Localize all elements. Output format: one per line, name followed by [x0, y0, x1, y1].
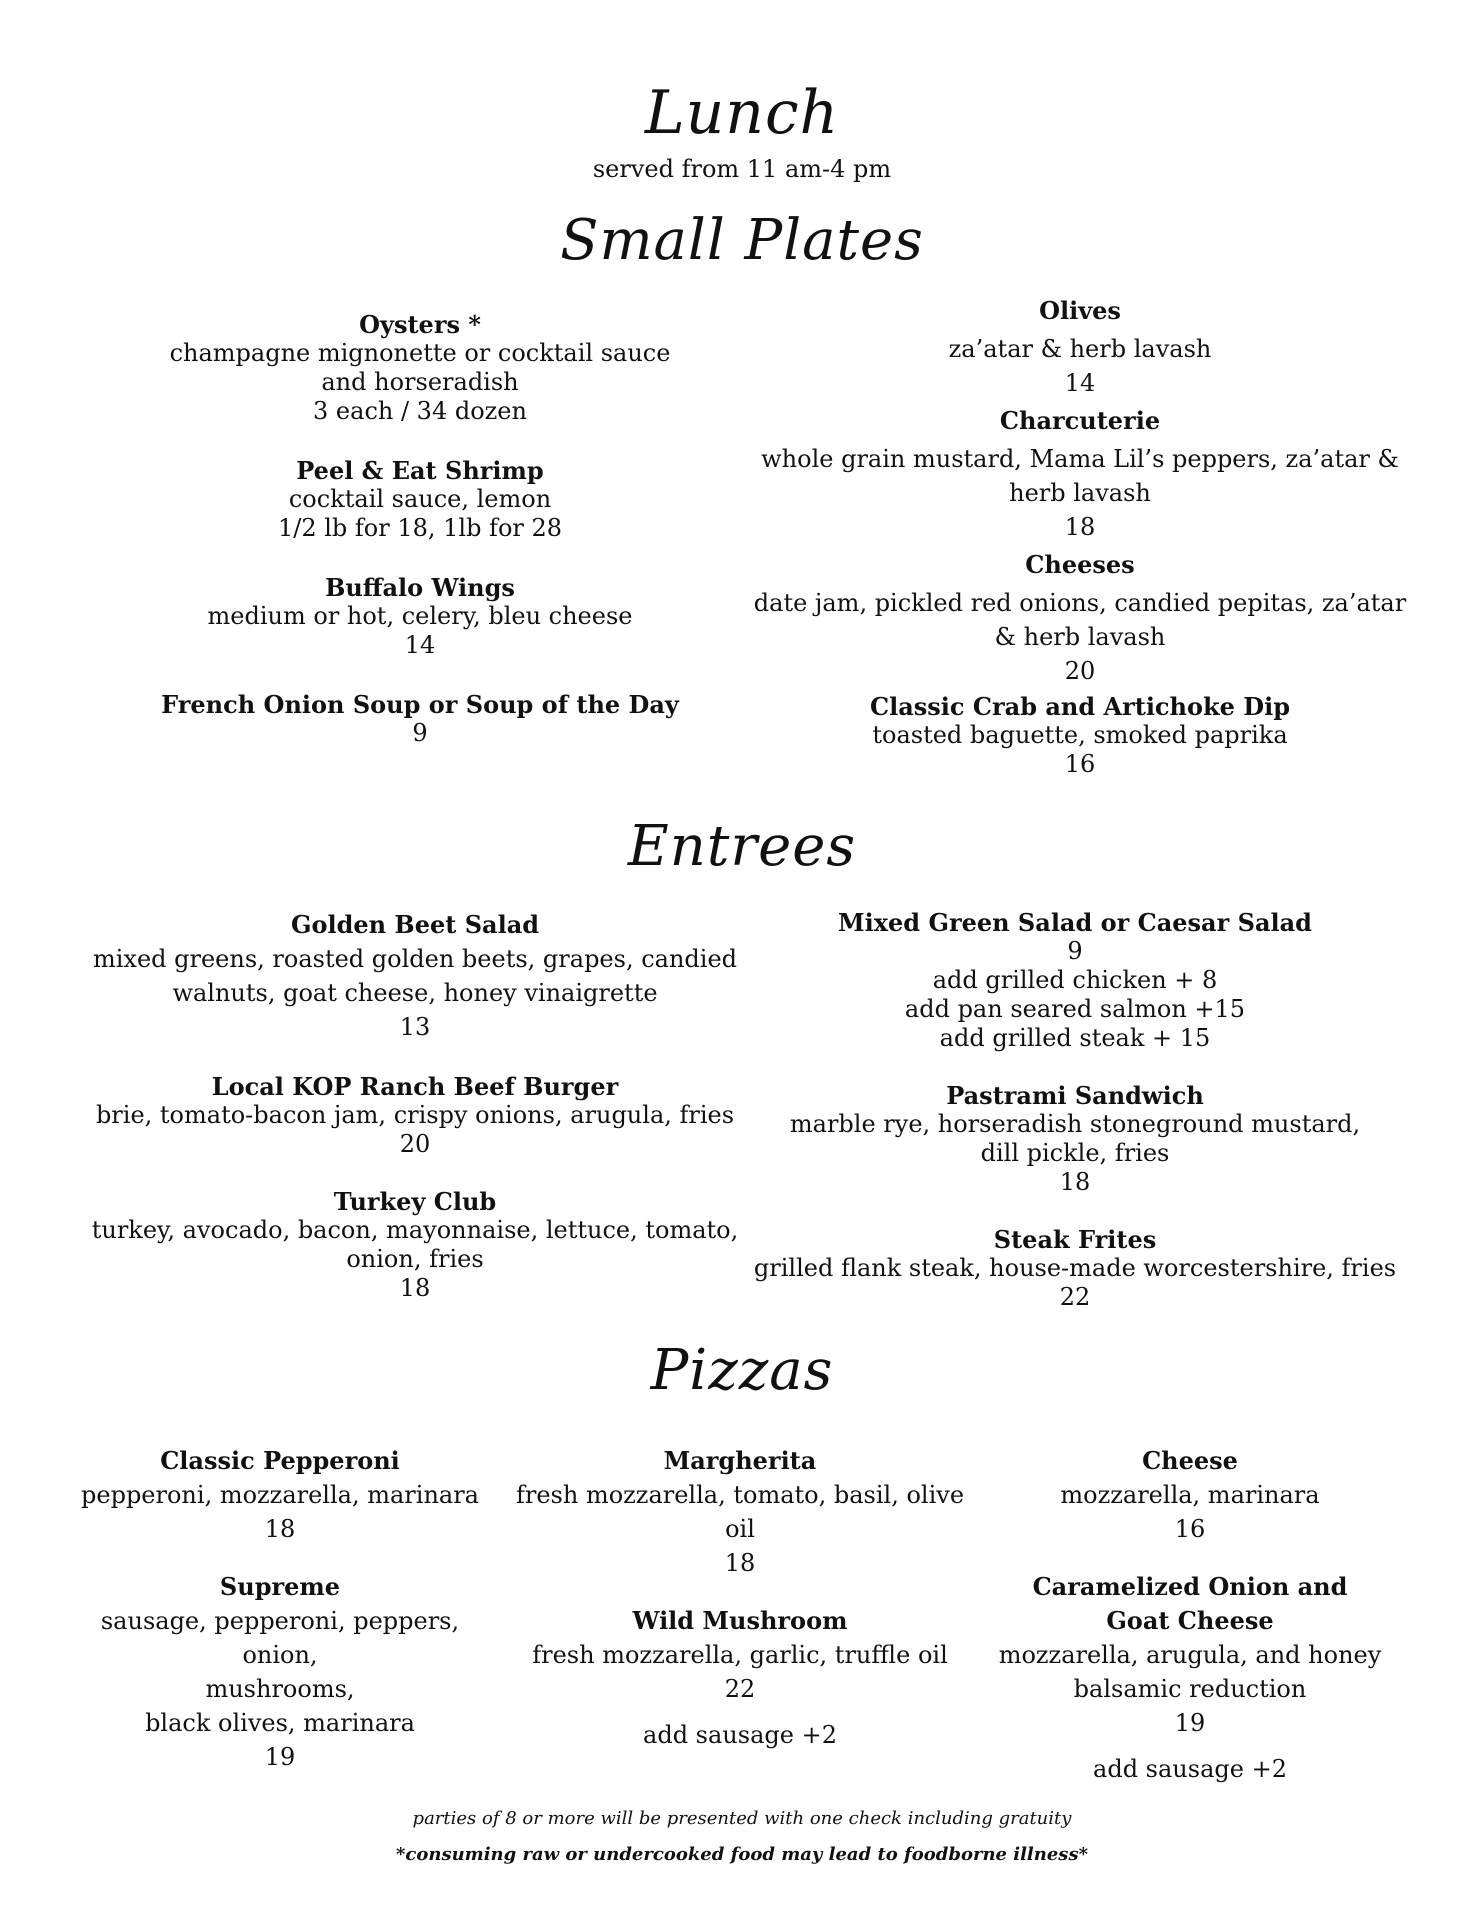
item-addon: add grilled chicken + 8: [932, 966, 1218, 994]
item-name: Supreme: [219, 1572, 341, 1601]
menu-item: [980, 1444, 1400, 1546]
item-description: herb lavash: [1009, 479, 1151, 507]
item-price: 16: [1064, 750, 1096, 778]
item-name: Peel & Eat Shrimp: [296, 456, 544, 485]
item-price: 20: [399, 1130, 431, 1158]
item-addon: add grilled steak + 15: [939, 1024, 1211, 1052]
item-name: Margherita: [663, 1446, 817, 1475]
item-price: 19: [264, 1743, 296, 1771]
item-description: medium or hot, celery, bleu cheese: [207, 602, 633, 630]
item-price: 19: [1174, 1709, 1206, 1737]
gratuity-note: parties of 8 or more will be presented with one check including gratuity: [412, 1808, 1072, 1829]
item-name: Wild Mushroom: [632, 1606, 848, 1635]
pizza-addon: add sausage +2: [1093, 1755, 1287, 1783]
item-description: whole grain mustard, Mama Lil’s peppers, za’atar &: [761, 445, 1399, 473]
item-description: za’atar & herb lavash: [948, 335, 1212, 363]
item-description: & herb lavash: [994, 623, 1166, 651]
item-description: marble rye, horseradish stoneground mustard,: [789, 1110, 1361, 1138]
item-description: mixed greens, roasted golden beets, grapes, candied: [92, 945, 738, 973]
item-description: date jam, pickled red onions, candied pepitas, za’atar: [753, 589, 1407, 617]
section-title-small-plates: Small Plates: [560, 208, 924, 273]
item-name: Classic Crab and Artichoke Dip: [870, 692, 1290, 721]
pizzas-column-1: [60, 1444, 500, 1774]
item-description: mozzarella, arugula, and honey: [998, 1641, 1382, 1669]
item-price: 1/2 lb for 18, 1lb for 28: [277, 514, 563, 542]
item-description: toasted baguette, smoked paprika: [872, 721, 1288, 749]
item-price: 18: [1059, 1168, 1091, 1196]
page-title: Lunch: [644, 78, 840, 148]
pizzas-column-2: [510, 1444, 970, 1752]
menu-item: [750, 548, 1410, 688]
item-description: black olives, marinara: [145, 1709, 415, 1737]
item-price: 13: [399, 1013, 431, 1041]
item-name: Mixed Green Salad or Caesar Salad: [838, 908, 1312, 937]
item-description: onion, fries: [346, 1245, 484, 1273]
item-name: Olives: [1039, 296, 1121, 325]
item-name: Golden Beet Salad: [290, 910, 540, 939]
menu-item: [100, 573, 740, 660]
menu-item: [750, 294, 1410, 400]
item-price: 18: [399, 1274, 431, 1302]
item-description: oil: [725, 1515, 755, 1543]
foodborne-warning: *consuming raw or undercooked food may lead to foodborne illness*: [395, 1844, 1088, 1865]
menu-item: [750, 1081, 1400, 1197]
pizza-addon: add sausage +2: [643, 1721, 837, 1749]
pizzas-column-3: [980, 1444, 1400, 1786]
item-price: 9: [1067, 937, 1083, 965]
item-name: Classic Pepperoni: [160, 1446, 400, 1475]
item-name: Pastrami Sandwich: [946, 1081, 1204, 1110]
item-description: fresh mozzarella, garlic, truffle oil: [532, 1641, 948, 1669]
item-description: sausage, pepperoni, peppers, onion,: [100, 1607, 460, 1669]
menu-item: [60, 1444, 500, 1546]
item-price: 22: [724, 1675, 756, 1703]
menu-item: [510, 1444, 970, 1580]
item-description: mushrooms,: [205, 1675, 355, 1703]
item-price: 14: [1064, 369, 1096, 397]
item-name: Caramelized Onion and Goat Cheese: [1032, 1572, 1348, 1635]
item-price: 18: [264, 1515, 296, 1543]
item-name: Turkey Club: [333, 1187, 497, 1216]
menu-item: [90, 1187, 740, 1303]
service-hours: served from 11 am-4 pm: [592, 155, 892, 183]
item-description: walnuts, goat cheese, honey vinaigrette: [172, 979, 658, 1007]
item-description: mozzarella, marinara: [1060, 1481, 1320, 1509]
section-title-entrees: Entrees: [627, 814, 857, 879]
item-description: fresh mozzarella, tomato, basil, olive: [515, 1481, 965, 1509]
menu-item: [100, 690, 740, 748]
item-name: French Onion Soup or Soup of the Day: [161, 690, 679, 719]
item-description: pepperoni, mozzarella, marinara: [81, 1481, 479, 1509]
menu-item: [100, 310, 740, 426]
item-addon: add pan seared salmon +15: [904, 995, 1246, 1023]
item-price: 9: [412, 719, 428, 747]
item-name: Cheeses: [1025, 550, 1135, 579]
item-description: champagne mignonette or cocktail sauce: [169, 339, 671, 367]
item-description: balsamic reduction: [1073, 1675, 1307, 1703]
item-price: 18: [724, 1549, 756, 1577]
menu-item: [90, 1072, 740, 1159]
item-price: 22: [1059, 1283, 1091, 1311]
menu-item: [90, 908, 740, 1044]
item-price: 14: [404, 631, 436, 659]
item-name: Steak Frites: [993, 1225, 1157, 1254]
item-name: Charcuterie: [999, 406, 1161, 435]
menu-item: [750, 1225, 1400, 1312]
item-name: Oysters *: [359, 310, 481, 339]
menu-item: [750, 692, 1410, 779]
item-description: grilled flank steak, house-made worcestershire, fries: [753, 1254, 1397, 1282]
menu-item: [100, 456, 740, 543]
menu-item: [980, 1570, 1400, 1740]
item-price: 3 each / 34 dozen: [313, 397, 527, 425]
item-description: and horseradish: [321, 368, 519, 396]
menu-item: [750, 404, 1410, 544]
entrees-right-column: [750, 908, 1400, 1312]
small-plates-right-column: [750, 294, 1410, 779]
small-plates-left-column: [100, 310, 740, 748]
item-name: Buffalo Wings: [325, 573, 515, 602]
item-description: brie, tomato-bacon jam, crispy onions, arugula, fries: [95, 1101, 735, 1129]
item-price: 20: [1064, 657, 1096, 685]
section-title-pizzas: Pizzas: [650, 1338, 834, 1403]
item-description: cocktail sauce, lemon: [288, 485, 552, 513]
menu-item: [60, 1570, 500, 1774]
item-price: 18: [1064, 513, 1096, 541]
item-description: dill pickle, fries: [980, 1139, 1170, 1167]
item-name: Local KOP Ranch Beef Burger: [211, 1072, 619, 1101]
item-name: Cheese: [1142, 1446, 1238, 1475]
item-price: 16: [1174, 1515, 1206, 1543]
item-description: turkey, avocado, bacon, mayonnaise, lettuce, tomato,: [91, 1216, 739, 1244]
menu-item: [510, 1604, 970, 1706]
entrees-left-column: [90, 908, 740, 1303]
menu-item: [750, 908, 1400, 1053]
